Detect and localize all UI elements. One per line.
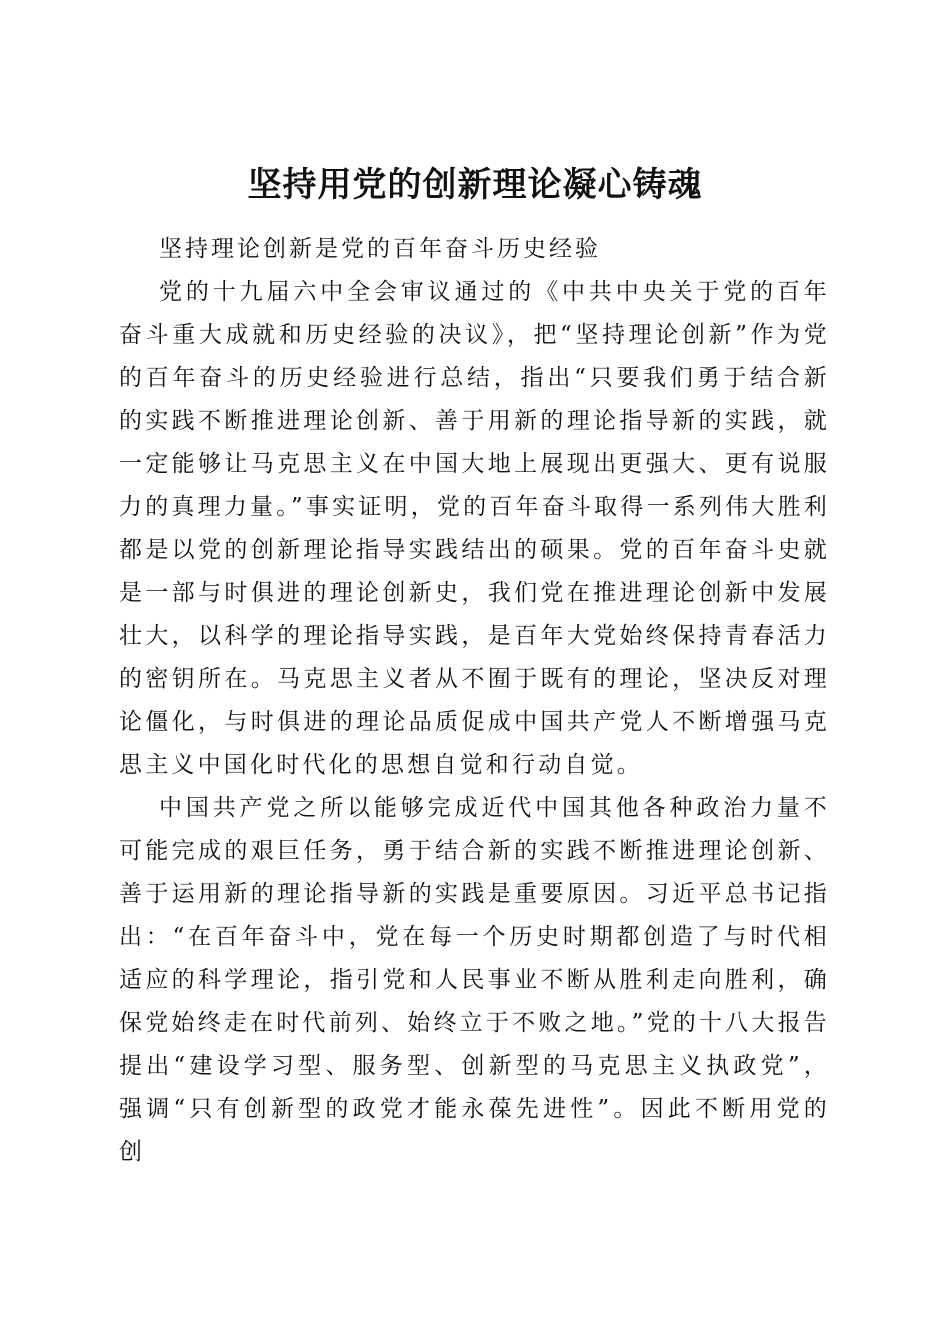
paragraph: 中国共产党之所以能够完成近代中国其他各种政治力量不可能完成的艰巨任务，勇于结合新的实践不断推进理论创新、善于运用新的理论指导新的实践是重要原因。习近平总书记指出：“在百年奋斗中，党在每一个历史时期都创造了与时代相适应的科学理论，指引党和人民事业不断从胜利走向胜利，确保党始终走在时代前列、始终立于不败之地。”党的十八大报告提出“建设学习型、服务型、创新型的马克思主义执政党”，强调“只有创新型的政党才能永葆先进性”。因此不断用党的创	[119, 795, 830, 1165]
section-subheading: 坚持理论创新是党的百年奋斗历史经验	[159, 236, 601, 262]
document-body	[119, 228, 830, 1174]
document-title: 坚持用党的创新理论凝心铸魂	[247, 164, 703, 205]
paragraph: 党的十九届六中全会审议通过的《中共中央关于党的百年奋斗重大成就和历史经验的决议》，把“坚持理论创新”作为党的百年奋斗的历史经验进行总结，指出“只要我们勇于结合新的实践不断推进理论创新、善于用新的理论指导新的实践，就一定能够让马克思主义在中国大地上展现出更强大、更有说服力的真理力量。”事实证明，党的百年奋斗取得一系列伟大胜利都是以党的创新理论指导实践结出的硕果。党的百年奋斗史就是一部与时俱进的理论创新史，我们党在推进理论创新中发展壮大，以科学的理论指导实践，是百年大党始终保持青春活力的密钥所在。马克思主义者从不囿于既有的理论，坚决反对理论僵化，与时俱进的理论品质促成中国共产党人不断增强马克思主义中国化时代化的思想自觉和行动自觉。	[119, 279, 830, 778]
